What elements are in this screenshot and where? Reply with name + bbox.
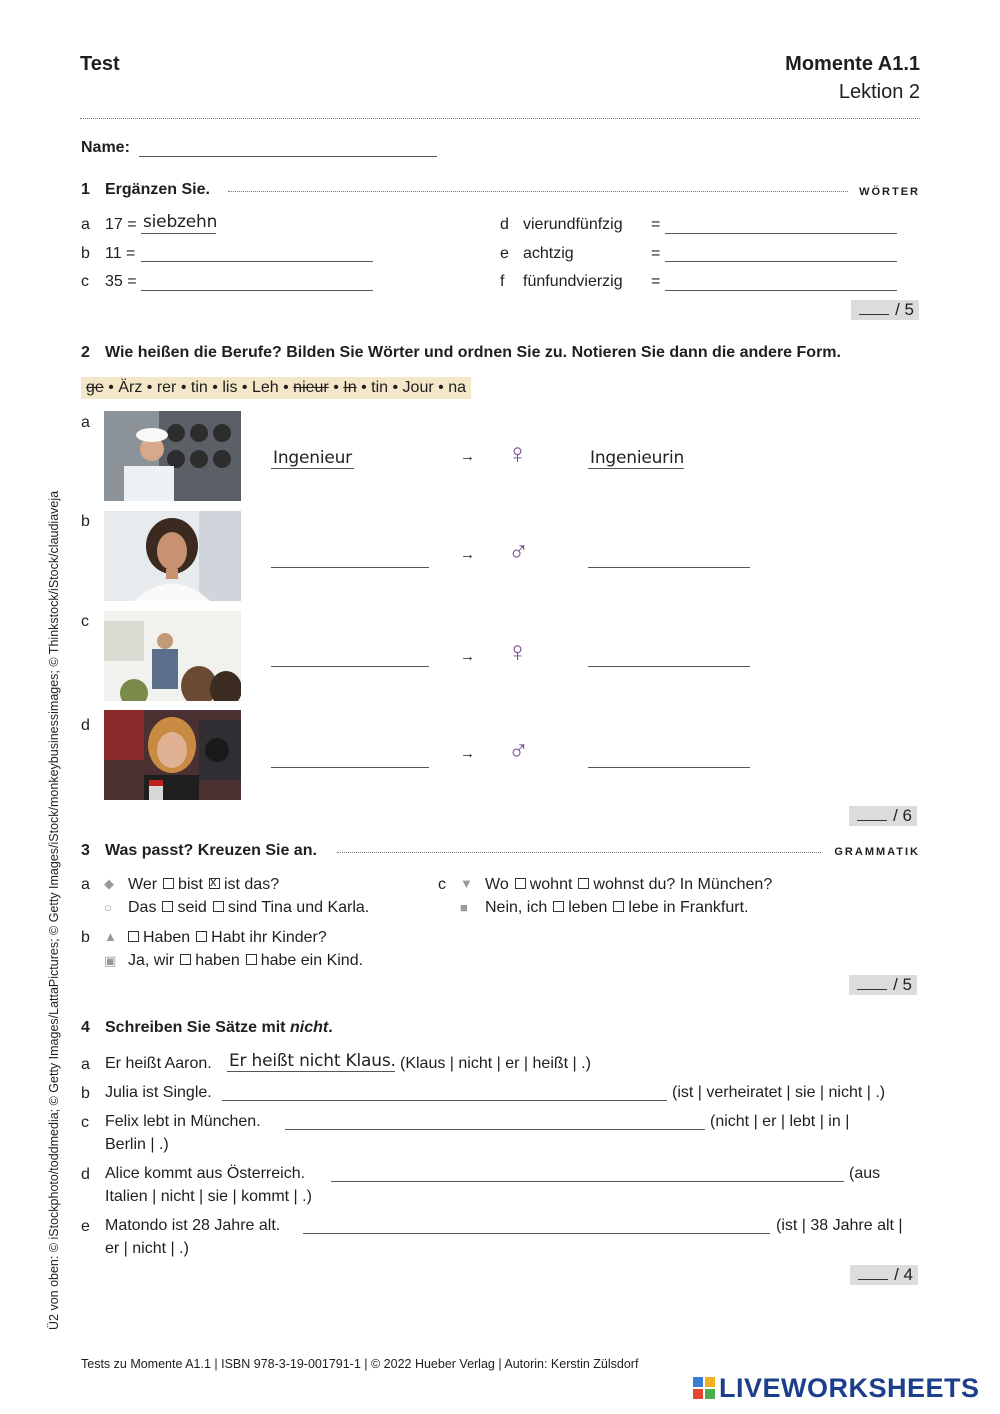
arrow-icon: →: [460, 745, 475, 762]
equals-sign: =: [651, 216, 661, 233]
separator: •: [438, 379, 444, 396]
section-4-title: [105, 1019, 333, 1037]
item-letter: c: [81, 273, 89, 290]
item-3a-line2: [128, 899, 369, 917]
answer-text: Ingenieurin: [590, 448, 685, 468]
syllable: tin: [371, 379, 389, 396]
item-letter: a: [81, 876, 90, 893]
answer-field[interactable]: [271, 468, 354, 469]
female-icon: ♀: [507, 636, 528, 667]
item-hint-continued: Berlin | .): [105, 1136, 169, 1153]
answer-text: siebzehn: [143, 212, 218, 232]
syllable: rer: [156, 379, 177, 396]
footer-credits: Tests zu Momente A1.1 | ISBN 978-3-19-001791-1 | © 2022 Hueber Verlag | Autorin: Kerstin Zülsdorf: [81, 1357, 639, 1371]
syllable: ge: [86, 379, 104, 396]
separator: •: [180, 379, 187, 396]
triangle-down-icon: ▼: [460, 876, 473, 891]
book-title: Momente A1.1: [785, 53, 920, 75]
line-prefix: Wer: [128, 876, 158, 893]
item-3b-line1: [122, 929, 327, 947]
item-hint: (nicht | er | lebt | in |: [710, 1113, 850, 1130]
syllable: nieur: [293, 379, 329, 396]
lesson-title: Lektion 2: [838, 81, 920, 103]
answer-field[interactable]: [588, 666, 750, 667]
answer-field[interactable]: [141, 261, 373, 262]
checkbox[interactable]: [515, 878, 526, 889]
answer-field[interactable]: [141, 233, 216, 234]
item-letter: c: [438, 876, 446, 893]
item-3a-line1: [128, 876, 279, 894]
female-icon: ♀: [507, 438, 528, 469]
syllable: Leh: [251, 379, 279, 396]
score-max: / 4: [894, 1265, 913, 1284]
separator: •: [212, 379, 218, 396]
checkbox[interactable]: [213, 901, 224, 912]
answer-field[interactable]: [285, 1129, 705, 1130]
row-letter: d: [81, 717, 90, 734]
answer-field[interactable]: [222, 1100, 667, 1101]
title-text: Schreiben Sie Sätze mit: [105, 1019, 286, 1036]
item-hint: (aus: [849, 1165, 881, 1182]
item-hint: (ist | 38 Jahre alt |: [776, 1217, 903, 1234]
checkbox[interactable]: [578, 878, 589, 889]
item-hint: (ist | verheiratet | sie | nicht | .): [672, 1084, 886, 1101]
option-label: Haben: [143, 929, 191, 946]
equals-sign: =: [651, 245, 661, 262]
item-letter: c: [81, 1114, 89, 1131]
section-2-title: Wie heißen die Berufe? Bilden Sie Wörter und ordnen Sie zu. Notieren Sie dann die andere Form.: [105, 344, 841, 361]
equals-sign: =: [651, 273, 661, 290]
section-1-score: [851, 300, 919, 320]
section-3-tag: GRAMMATIK: [834, 846, 920, 858]
line-prefix: Nein, ich: [485, 899, 548, 916]
option-label: ist das?: [223, 876, 280, 893]
journalist-photo: [104, 710, 241, 800]
syllable: Ärz: [118, 379, 143, 396]
line-prefix: Das: [128, 899, 157, 916]
syllable: tin: [190, 379, 208, 396]
syllable: In: [343, 379, 357, 396]
item-letter: f: [500, 273, 505, 290]
header-test-label: Test: [80, 53, 120, 75]
item-letter: a: [81, 1056, 90, 1073]
engineer-photo: [104, 411, 241, 501]
answer-field[interactable]: [303, 1233, 770, 1234]
checkbox[interactable]: [613, 901, 624, 912]
brand-text: LIVEWORKSHEETS: [719, 1373, 980, 1403]
separator: •: [361, 379, 367, 396]
item-hint: (Klaus | nicht | er | heißt | .): [400, 1055, 591, 1072]
item-prompt: 17 =: [105, 216, 137, 233]
item-text: Alice kommt aus Österreich.: [105, 1165, 306, 1182]
section-2-score: [849, 806, 917, 826]
male-icon: ♂: [508, 735, 529, 766]
row-letter: b: [81, 513, 90, 530]
arrow-icon: →: [460, 546, 475, 563]
option-label: seid: [177, 899, 207, 916]
square-icon: ▣: [104, 953, 117, 968]
score-max: / 6: [893, 806, 912, 825]
answer-text: Ingenieur: [273, 448, 352, 468]
section-3-score: [849, 975, 917, 995]
answer-text: Er heißt nicht Klaus.: [229, 1051, 396, 1071]
answer-field[interactable]: [331, 1181, 844, 1182]
item-letter: a: [81, 216, 90, 233]
row-letter: a: [81, 414, 90, 431]
line-prefix: Ja, wir: [128, 952, 175, 969]
separator: •: [241, 379, 248, 396]
checkbox[interactable]: [180, 954, 191, 965]
item-hint-continued: Italien | nicht | sie | kommt | .): [105, 1188, 312, 1205]
section-1-title: Ergänzen Sie.: [105, 181, 210, 198]
line-prefix: Wo: [485, 876, 509, 893]
photo-credits: Ü2 von oben: © iStockphoto/toddmedia; © Getty Images/LattaPictures; © Getty Images/iStock/monkeybusinessimages; © Thinkstock/iStock/claudiaveja: [47, 490, 61, 1330]
option-label: leben: [568, 899, 608, 916]
answer-field[interactable]: [271, 567, 429, 568]
item-letter: b: [81, 1085, 90, 1102]
circle-icon: ○: [104, 900, 112, 915]
syllable: na: [448, 379, 466, 396]
item-letter: b: [81, 929, 90, 946]
item-prompt: achtzig: [523, 245, 574, 262]
filled-square-icon: ■: [460, 900, 468, 915]
checkbox[interactable]: [163, 878, 174, 889]
item-text: Julia ist Single.: [105, 1084, 212, 1101]
teacher-photo: [104, 611, 241, 701]
syllable-bank: [81, 377, 471, 399]
male-icon: ♂: [508, 536, 529, 567]
item-3b-line2: [128, 952, 363, 970]
row-letter: c: [81, 613, 89, 630]
answer-field[interactable]: [588, 567, 750, 568]
checkbox[interactable]: [162, 901, 173, 912]
separator: •: [283, 379, 289, 396]
liveworksheets-brand[interactable]: [719, 1373, 980, 1404]
item-letter: e: [81, 1218, 90, 1235]
item-text: Felix lebt in München.: [105, 1113, 261, 1130]
triangle-up-icon: ▲: [104, 929, 117, 944]
item-prompt: vierundfünfzig: [523, 216, 623, 233]
separator: •: [392, 379, 399, 396]
option-label: haben: [195, 952, 240, 969]
section-3-number: 3: [81, 842, 90, 859]
answer-field[interactable]: [665, 290, 897, 291]
liveworksheets-logo-icon: [693, 1377, 715, 1399]
answer-field[interactable]: [227, 1071, 395, 1072]
score-max: / 5: [893, 975, 912, 994]
arrow-icon: →: [460, 448, 475, 465]
doctor-photo: [104, 511, 241, 601]
section-1-number: 1: [81, 181, 90, 198]
section-3-dots: [337, 852, 821, 853]
answer-field[interactable]: [588, 767, 750, 768]
item-prompt: 11 =: [105, 245, 136, 262]
section-1-tag: WÖRTER: [859, 186, 920, 198]
separator: •: [108, 379, 114, 396]
separator: •: [333, 379, 339, 396]
section-2-number: 2: [81, 344, 90, 361]
checkbox[interactable]: [246, 954, 257, 965]
option-label: wohnt: [529, 876, 573, 893]
checkbox-checked[interactable]: [209, 878, 220, 889]
name-input[interactable]: [139, 156, 437, 157]
item-hint-continued: er | nicht | .): [105, 1240, 189, 1257]
option-label: habe ein Kind.: [260, 952, 364, 969]
header-divider: [80, 118, 920, 119]
item-prompt: fünfundvierzig: [523, 273, 623, 290]
checkbox[interactable]: [553, 901, 564, 912]
section-4-number: 4: [81, 1019, 90, 1036]
option-label: bist: [178, 876, 203, 893]
item-text: Er heißt Aaron.: [105, 1055, 212, 1072]
score-max: / 5: [895, 300, 914, 319]
item-letter: d: [500, 216, 509, 233]
section-1-dots: [228, 191, 848, 192]
item-letter: e: [500, 245, 509, 262]
section-3-title: Was passt? Kreuzen Sie an.: [105, 842, 317, 859]
section-4-score: [850, 1265, 918, 1285]
item-letter: d: [81, 1166, 90, 1183]
answer-field[interactable]: [588, 468, 684, 469]
option-label: wohnst du? In München?: [593, 876, 773, 893]
syllable: Jour: [402, 379, 434, 396]
item-3c-line2: [485, 899, 748, 917]
answer-field[interactable]: [141, 290, 373, 291]
title-emphasis: nicht: [289, 1019, 329, 1036]
answer-field[interactable]: [271, 666, 429, 667]
option-label: sind Tina und Karla.: [227, 899, 370, 916]
item-letter: b: [81, 245, 90, 262]
syllable: lis: [222, 379, 238, 396]
diamond-icon: ◆: [104, 876, 114, 891]
item-3c-line1: [485, 876, 772, 894]
option-label: lebe in Frankfurt.: [628, 899, 749, 916]
title-end: .: [328, 1019, 333, 1036]
answer-field[interactable]: [665, 233, 897, 234]
option-label: Habt ihr Kinder?: [211, 929, 327, 946]
name-label: Name:: [81, 139, 130, 156]
item-text: Matondo ist 28 Jahre alt.: [105, 1217, 281, 1234]
answer-field[interactable]: [665, 261, 897, 262]
checkbox[interactable]: [196, 931, 207, 942]
checkbox[interactable]: [128, 931, 139, 942]
item-prompt: 35 =: [105, 273, 137, 290]
separator: •: [146, 379, 153, 396]
arrow-icon: →: [460, 648, 475, 665]
answer-field[interactable]: [271, 767, 429, 768]
